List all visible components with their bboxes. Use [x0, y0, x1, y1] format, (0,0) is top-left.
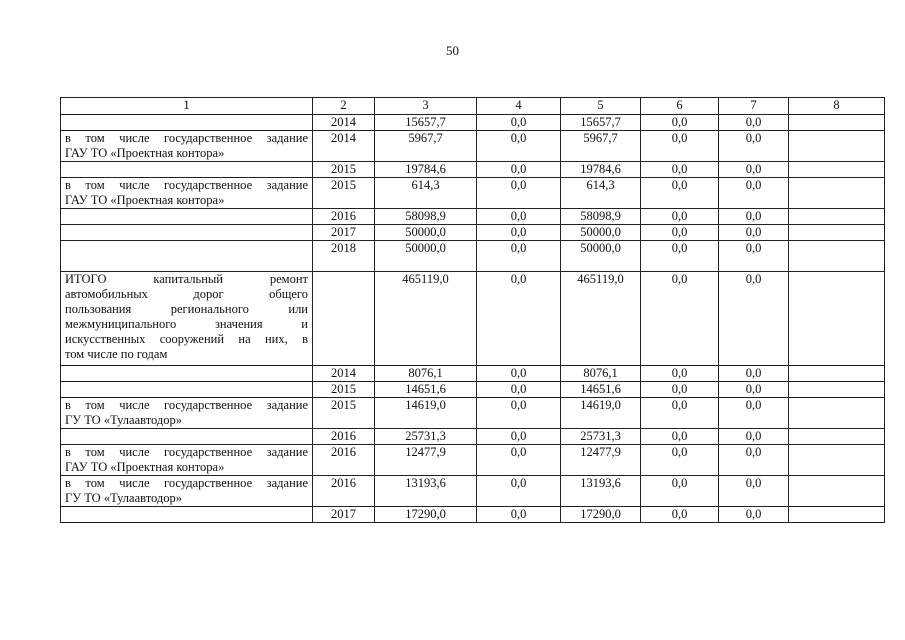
cell-c5: 14651,6: [561, 382, 641, 398]
row-description: в том числе государственное задание ГАУ ТО «Проектная контора»: [61, 445, 313, 476]
table-row: [61, 366, 885, 382]
cell-c6: 0,0: [641, 178, 719, 209]
cell-c7: 0,0: [719, 429, 789, 445]
cell-c7: 0,0: [719, 162, 789, 178]
cell-c6: 0,0: [641, 382, 719, 398]
table-row: [61, 162, 885, 178]
table-row: [61, 115, 885, 131]
header-col-3: 3: [375, 98, 477, 115]
cell-c3: 50000,0: [375, 225, 477, 241]
table-row: [61, 131, 885, 162]
cell-c6: 0,0: [641, 209, 719, 225]
cell-c2: 2016: [313, 445, 375, 476]
table-header-row: [61, 98, 885, 115]
row-description: [61, 241, 313, 272]
cell-c7: 0,0: [719, 445, 789, 476]
cell-c6: 0,0: [641, 366, 719, 382]
cell-c3: 5967,7: [375, 131, 477, 162]
cell-c7: 0,0: [719, 178, 789, 209]
cell-c4: 0,0: [477, 476, 561, 507]
cell-c4: 0,0: [477, 131, 561, 162]
cell-c8: [789, 272, 885, 366]
cell-c8: [789, 445, 885, 476]
cell-c5: 15657,7: [561, 115, 641, 131]
cell-c4: 0,0: [477, 398, 561, 429]
row-description: в том числе государственное задание ГУ ТО «Тулаавтодор»: [61, 398, 313, 429]
cell-c5: 19784,6: [561, 162, 641, 178]
cell-c3: 50000,0: [375, 241, 477, 272]
cell-c6: 0,0: [641, 445, 719, 476]
cell-c2: 2015: [313, 398, 375, 429]
row-description: ИТОГО капитальный ремонт автомобильных дорог общего пользования регионального или межмуниципального значения и искусственных сооружений на них, в том числе по годам: [61, 272, 313, 366]
cell-c2: 2015: [313, 162, 375, 178]
cell-c2: 2016: [313, 429, 375, 445]
cell-c2: 2014: [313, 131, 375, 162]
table-row: [61, 507, 885, 523]
cell-c8: [789, 507, 885, 523]
cell-c6: 0,0: [641, 476, 719, 507]
cell-c4: 0,0: [477, 366, 561, 382]
cell-c3: 15657,7: [375, 115, 477, 131]
header-col-7: 7: [719, 98, 789, 115]
cell-c5: 50000,0: [561, 225, 641, 241]
cell-c3: 14619,0: [375, 398, 477, 429]
row-description: [61, 382, 313, 398]
cell-c6: 0,0: [641, 429, 719, 445]
cell-c4: 0,0: [477, 209, 561, 225]
row-description: [61, 115, 313, 131]
header-col-5: 5: [561, 98, 641, 115]
cell-c8: [789, 209, 885, 225]
cell-c7: 0,0: [719, 115, 789, 131]
cell-c4: 0,0: [477, 178, 561, 209]
cell-c7: 0,0: [719, 241, 789, 272]
cell-c2: 2015: [313, 178, 375, 209]
header-col-8: 8: [789, 98, 885, 115]
cell-c3: 13193,6: [375, 476, 477, 507]
cell-c2: 2014: [313, 366, 375, 382]
cell-c2: 2017: [313, 507, 375, 523]
cell-c4: 0,0: [477, 445, 561, 476]
cell-c8: [789, 429, 885, 445]
cell-c4: 0,0: [477, 115, 561, 131]
cell-c8: [789, 115, 885, 131]
cell-c7: 0,0: [719, 398, 789, 429]
cell-c7: 0,0: [719, 507, 789, 523]
cell-c8: [789, 225, 885, 241]
header-col-6: 6: [641, 98, 719, 115]
cell-c6: 0,0: [641, 162, 719, 178]
cell-c6: 0,0: [641, 241, 719, 272]
table-row: [61, 429, 885, 445]
cell-c8: [789, 398, 885, 429]
cell-c2: 2016: [313, 209, 375, 225]
cell-c3: 12477,9: [375, 445, 477, 476]
cell-c5: 50000,0: [561, 241, 641, 272]
cell-c4: 0,0: [477, 272, 561, 366]
cell-c6: 0,0: [641, 131, 719, 162]
cell-c6: 0,0: [641, 507, 719, 523]
cell-c5: 58098,9: [561, 209, 641, 225]
cell-c6: 0,0: [641, 115, 719, 131]
table-row: [61, 209, 885, 225]
row-description: [61, 162, 313, 178]
cell-c2: 2015: [313, 382, 375, 398]
cell-c8: [789, 366, 885, 382]
header-col-2: 2: [313, 98, 375, 115]
cell-c5: 465119,0: [561, 272, 641, 366]
row-description: в том числе государственное задание ГАУ ТО «Проектная контора»: [61, 131, 313, 162]
cell-c3: 14651,6: [375, 382, 477, 398]
cell-c5: 17290,0: [561, 507, 641, 523]
cell-c7: 0,0: [719, 272, 789, 366]
table-row: [61, 272, 885, 366]
cell-c7: 0,0: [719, 382, 789, 398]
cell-c7: 0,0: [719, 476, 789, 507]
cell-c8: [789, 131, 885, 162]
row-description: [61, 429, 313, 445]
cell-c8: [789, 241, 885, 272]
cell-c5: 8076,1: [561, 366, 641, 382]
table-row: [61, 476, 885, 507]
cell-c3: 19784,6: [375, 162, 477, 178]
table-row: [61, 241, 885, 272]
header-col-1: 1: [61, 98, 313, 115]
cell-c3: 614,3: [375, 178, 477, 209]
page-number: 50: [446, 43, 459, 58]
cell-c2: 2017: [313, 225, 375, 241]
cell-c4: 0,0: [477, 162, 561, 178]
cell-c7: 0,0: [719, 225, 789, 241]
cell-c6: 0,0: [641, 272, 719, 366]
cell-c7: 0,0: [719, 209, 789, 225]
cell-c3: 25731,3: [375, 429, 477, 445]
cell-c2: 2018: [313, 241, 375, 272]
table-row: [61, 382, 885, 398]
cell-c6: 0,0: [641, 398, 719, 429]
row-description: [61, 366, 313, 382]
cell-c5: 614,3: [561, 178, 641, 209]
cell-c4: 0,0: [477, 429, 561, 445]
table-row: [61, 225, 885, 241]
cell-c2: 2014: [313, 115, 375, 131]
cell-c8: [789, 178, 885, 209]
table-row: [61, 178, 885, 209]
cell-c3: 17290,0: [375, 507, 477, 523]
cell-c3: 465119,0: [375, 272, 477, 366]
row-description: в том числе государственное задание ГУ ТО «Тулаавтодор»: [61, 476, 313, 507]
cell-c2: [313, 272, 375, 366]
cell-c2: 2016: [313, 476, 375, 507]
row-description: в том числе государственное задание ГАУ ТО «Проектная контора»: [61, 178, 313, 209]
cell-c5: 5967,7: [561, 131, 641, 162]
table-row: [61, 398, 885, 429]
cell-c7: 0,0: [719, 366, 789, 382]
cell-c5: 25731,3: [561, 429, 641, 445]
cell-c5: 13193,6: [561, 476, 641, 507]
cell-c8: [789, 382, 885, 398]
cell-c4: 0,0: [477, 507, 561, 523]
table-row: [61, 445, 885, 476]
cell-c4: 0,0: [477, 241, 561, 272]
row-description: [61, 225, 313, 241]
cell-c4: 0,0: [477, 382, 561, 398]
cell-c8: [789, 476, 885, 507]
cell-c6: 0,0: [641, 225, 719, 241]
cell-c3: 58098,9: [375, 209, 477, 225]
row-description: [61, 507, 313, 523]
cell-c8: [789, 162, 885, 178]
cell-c4: 0,0: [477, 225, 561, 241]
cell-c3: 8076,1: [375, 366, 477, 382]
row-description: [61, 209, 313, 225]
cell-c7: 0,0: [719, 131, 789, 162]
cell-c5: 14619,0: [561, 398, 641, 429]
header-col-4: 4: [477, 98, 561, 115]
cell-c5: 12477,9: [561, 445, 641, 476]
budget-table: [60, 97, 885, 523]
